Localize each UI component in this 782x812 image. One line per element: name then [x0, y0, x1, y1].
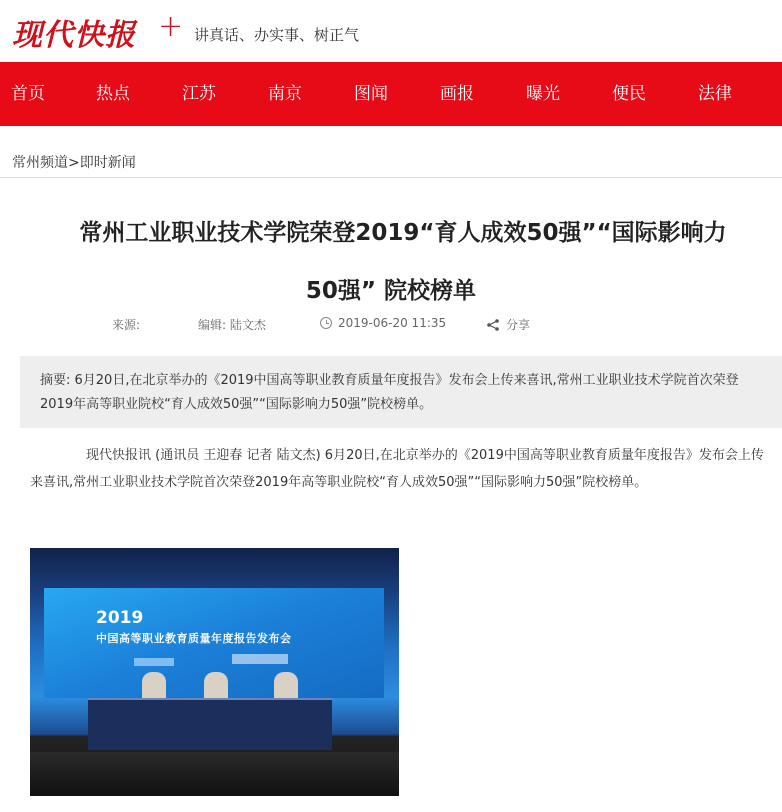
nav-item-hot[interactable]: 热点: [96, 84, 130, 104]
site-logo[interactable]: 现代快报: [12, 18, 136, 53]
share-icon: [486, 319, 500, 331]
photo-table: [88, 700, 332, 750]
header-divider: [0, 177, 782, 178]
nav-item-exposure[interactable]: 曝光: [526, 84, 560, 104]
breadcrumb-separator: >: [68, 155, 80, 171]
article-summary: 摘要: 6月20日,在北京举办的《2019中国高等职业教育质量年度报告》发布会上传来喜讯,常州工业职业技术学院首次荣登2019年高等职业院校“育人成效50强”“国际影响力50强”院校榜单。: [20, 356, 782, 428]
clock-icon: [320, 317, 332, 329]
site-slogan: 讲真话、办实事、树正气: [194, 26, 360, 44]
breadcrumb-section[interactable]: 即时新闻: [79, 155, 136, 171]
nav-item-tuwen[interactable]: 图闻: [354, 84, 388, 104]
breadcrumb-channel[interactable]: 常州频道: [12, 155, 68, 171]
article-title-line1: 常州工业职业技术学院荣登2019“育人成效50强”“国际影响力: [79, 220, 727, 246]
breadcrumb: [12, 152, 136, 172]
main-nav: [0, 62, 782, 126]
nav-item-jiangsu[interactable]: 江苏: [182, 84, 216, 104]
photo-floor: [30, 752, 399, 796]
share-button[interactable]: [486, 316, 530, 333]
article-photo: [30, 548, 399, 796]
nav-item-service[interactable]: 便民: [612, 84, 646, 104]
article-editor: 编辑: 陆文杰: [198, 318, 266, 332]
plus-icon: +: [158, 9, 184, 44]
nav-item-nanjing[interactable]: 南京: [268, 84, 302, 104]
article-datetime-wrap: [320, 316, 446, 330]
share-label: 分享: [506, 318, 531, 332]
photo-year: 2019: [96, 608, 144, 628]
article-datetime: 2019-06-20 11:35: [338, 316, 447, 330]
photo-logo-right: [232, 654, 288, 664]
site-header: [0, 0, 782, 62]
photo-caption: 中国高等职业教育质量年度报告发布会: [96, 632, 292, 645]
photo-logo-left: [134, 658, 174, 666]
article-body: 现代快报讯 (通讯员 王迎春 记者 陆文杰) 6月20日,在北京举办的《2019中国高等职业教育质量年度报告》发布会上传来喜讯,常州工业职业技术学院首次荣登2019年高等职业院校“育人成效50强”“国际影响力50强”院校榜单。: [30, 448, 764, 490]
nav-item-huabao[interactable]: 画报: [440, 84, 474, 104]
article-title-line2: 50强” 院校榜单: [305, 278, 477, 304]
nav-item-law[interactable]: 法律: [698, 84, 732, 104]
article-source: 来源:: [112, 318, 141, 332]
nav-item-home[interactable]: 首页: [11, 84, 45, 104]
